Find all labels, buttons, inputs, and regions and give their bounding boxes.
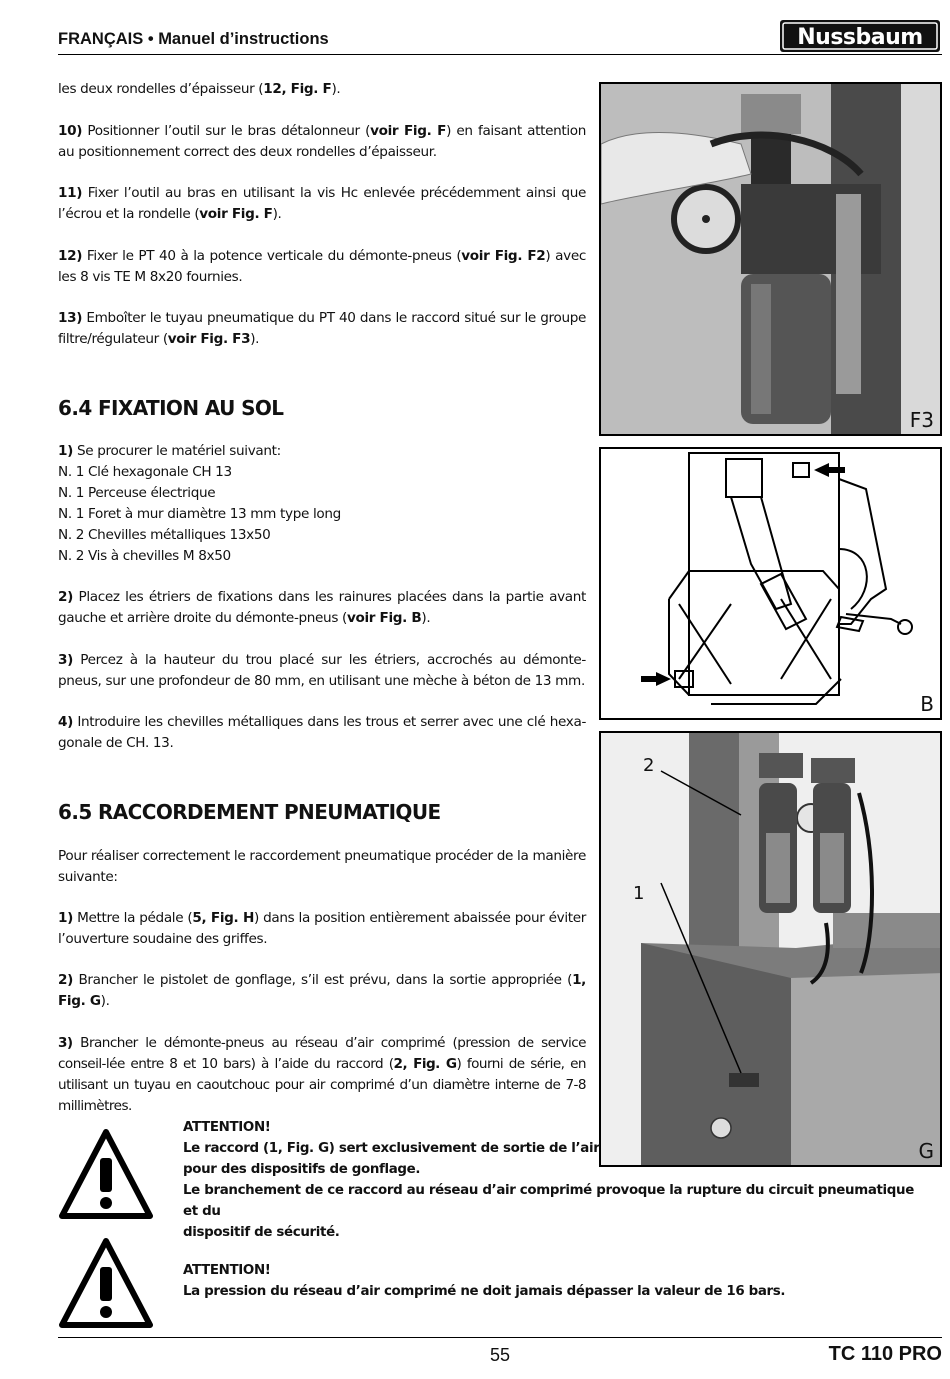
figure-g-callout-1: 1 [633,883,645,904]
warning-title: ATTENTION! [183,1263,271,1278]
materials-list: 1) Se procurer le matériel suivant: N. 1 Clé hexagonale CH 13 N. 1 Perceuse électrique N. 1 Foret à mur diamètre 13 mm type long N. 2 Chevilles métalliques 13x50 N. 2 Vis à chevilles M 8x50 [58,441,586,567]
section-title-6-5: 6.5 RACCORDEMENT PNEUMATIQUE [58,800,441,824]
material-item: N. 2 Vis à chevilles M 8x50 [58,548,231,564]
material-item: N. 1 Clé hexagonale CH 13 [58,464,232,480]
step-6-5-2: 2) Brancher le pistolet de gonflage, s’il est prévu, dans la sortie appropriée (1, Fig. G). [58,972,586,1009]
step-11: 11) Fixer l’outil au bras en utilisant la vis Hc enlevée précédemment ainsi que l’écrou et la rondelle (voir Fig. F). [58,185,586,222]
step-6-4-2: 2) Placez les étriers de fixations dans les rainures placées dans la partie avant gauche et arrière droite du démonte-pneus (voir Fig. B). [58,589,586,626]
step-12: 12) Fixer le PT 40 à la potence verticale du démonte-pneus (voir Fig. F2) avec les 8 vis TE M 8x20 fournies. [58,248,586,285]
warning-icon [58,1128,154,1220]
warning-title: ATTENTION! [183,1120,271,1135]
figure-g [599,731,942,1167]
header-title: FRANÇAIS • Manuel d’instructions [58,30,329,48]
section-title-6-4: 6.4 FIXATION AU SOL [58,396,284,420]
brand-logo [780,20,940,52]
step-cont: les deux rondelles d’épaisseur (12, Fig. F). [58,81,341,97]
step-6-4-3: 3) Percez à la hauteur du trou placé sur les étriers, accrochés au démonte-pneus, sur une profondeur de 80 mm, en utilisant une mèche à béton de 13 mm. [58,652,586,689]
header-rule [58,54,942,55]
page-number: 55 [489,1345,511,1365]
figure-g-label: G [918,1139,934,1163]
figure-f3-illustration [601,84,942,436]
material-item: N. 1 Perceuse électrique [58,485,216,501]
step-13: 13) Emboîter le tuyau pneumatique du PT 40 dans le raccord situé sur le groupe filtre/régulateur (voir Fig. F3). [58,310,586,347]
material-item: N. 1 Foret à mur diamètre 13 mm type long [58,506,341,522]
material-item: N. 2 Chevilles métalliques 13x50 [58,527,271,543]
figure-g-illustration [601,733,942,1167]
brand-text: Nussbaum [797,25,923,50]
warning-block-1: ATTENTION! Le raccord (1, Fig. G) sert exclusivement de sortie de l’air pour des dispositifs de gonflage. Le branchement de ce raccord au réseau d’air comprimé provoque la rupture du circuit pneumatique et du dispositif de sécurité. [183,1117,923,1243]
warning-block-2: ATTENTION! La pression du réseau d’air comprimé ne doit jamais dépasser la valeur de 16 bars. [183,1260,923,1302]
section-6-5-intro: Pour réaliser correctement le raccordement pneumatique procéder de la manière suivante: [58,848,586,885]
warning-icon [58,1237,154,1329]
step-10: 10) Positionner l’outil sur le bras détalonneur (voir Fig. F) en faisant attention au positionnement correct des deux rondelles d’épaisseur. [58,123,586,160]
figure-b [599,447,942,720]
figure-g-callout-2: 2 [643,755,655,776]
figure-b-illustration [601,449,942,720]
step-6-4-4: 4) Introduire les chevilles métalliques dans les trous et serrer avec une clé hexa-gonale de CH. 13. [58,714,586,751]
figure-f3-label: F3 [909,408,934,432]
figure-b-label: B [920,692,934,716]
step-6-5-1: 1) Mettre la pédale (5, Fig. H) dans la position entièrement abaissée pour éviter l’ouverture soudaine des griffes. [58,910,587,947]
footer-rule [58,1337,942,1338]
model-name: TC 110 PRO [828,1343,942,1365]
step-6-5-3: 3) Brancher le démonte-pneus au réseau d’air comprimé (pression de service conseil-lée entre 8 et 10 bars) à l’aide du raccord (2, Fig. G) fourni de série, en utilisant un tuyau en caoutchouc pour air comprimé d’un diamètre interne de 7-8 millimètres. [58,1035,586,1114]
figure-f3 [599,82,942,436]
